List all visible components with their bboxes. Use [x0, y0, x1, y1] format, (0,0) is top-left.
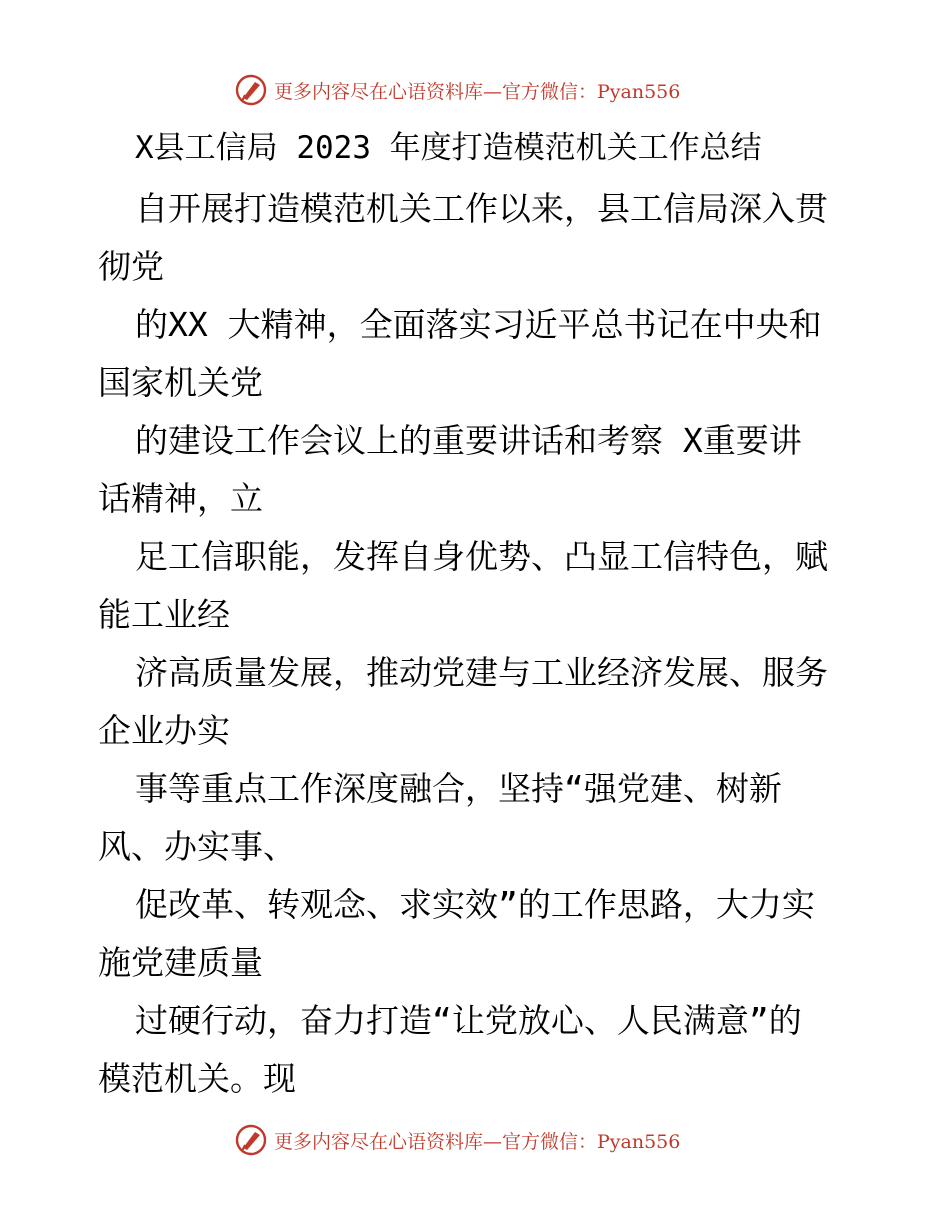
body-line: 施党建质量 — [98, 943, 263, 982]
body-line: 的建设工作会议上的重要讲话和考察 X重要讲 — [135, 421, 802, 460]
body-line: 风、办实事、 — [98, 827, 296, 866]
document-body — [98, 180, 858, 1108]
wechat-id: Pyan556 — [597, 80, 681, 103]
body-line: 国家机关党 — [98, 363, 263, 402]
quill-pen-logo-icon — [234, 1123, 268, 1157]
body-line: 能工业经 — [98, 595, 230, 634]
body-line: 足工信职能，发挥自身优势、凸显工信特色，赋 — [135, 537, 828, 576]
banner-text: 更多内容尽在心语资料库—官方微信：Pyan556 — [274, 1130, 681, 1153]
body-line: 过硬行动，奋力打造“让党放心、人民满意”的 — [135, 1001, 802, 1040]
quill-pen-logo-icon — [234, 73, 268, 107]
body-line: 彻党 — [98, 247, 164, 286]
header-banner — [234, 70, 680, 110]
body-line: 自开展打造模范机关工作以来，县工信局深入贯 — [135, 189, 828, 228]
body-line: 促改革、转观念、求实效”的工作思路，大力实 — [135, 885, 815, 924]
body-line: 事等重点工作深度融合，坚持“强党建、树新 — [135, 769, 782, 808]
body-line: 话精神，立 — [98, 479, 263, 518]
body-line: 济高质量发展，推动党建与工业经济发展、服务 — [135, 653, 828, 692]
wechat-id: Pyan556 — [597, 1130, 681, 1153]
body-line: 企业办实 — [98, 711, 230, 750]
body-line: 的XX 大精神，全面落实习近平总书记在中央和 — [135, 305, 822, 344]
footer-banner — [234, 1120, 680, 1160]
body-line: 模范机关。现 — [98, 1059, 296, 1098]
banner-text: 更多内容尽在心语资料库—官方微信：Pyan556 — [274, 80, 681, 103]
document-title: X县工信局 2023 年度打造模范机关工作总结 — [135, 130, 762, 166]
